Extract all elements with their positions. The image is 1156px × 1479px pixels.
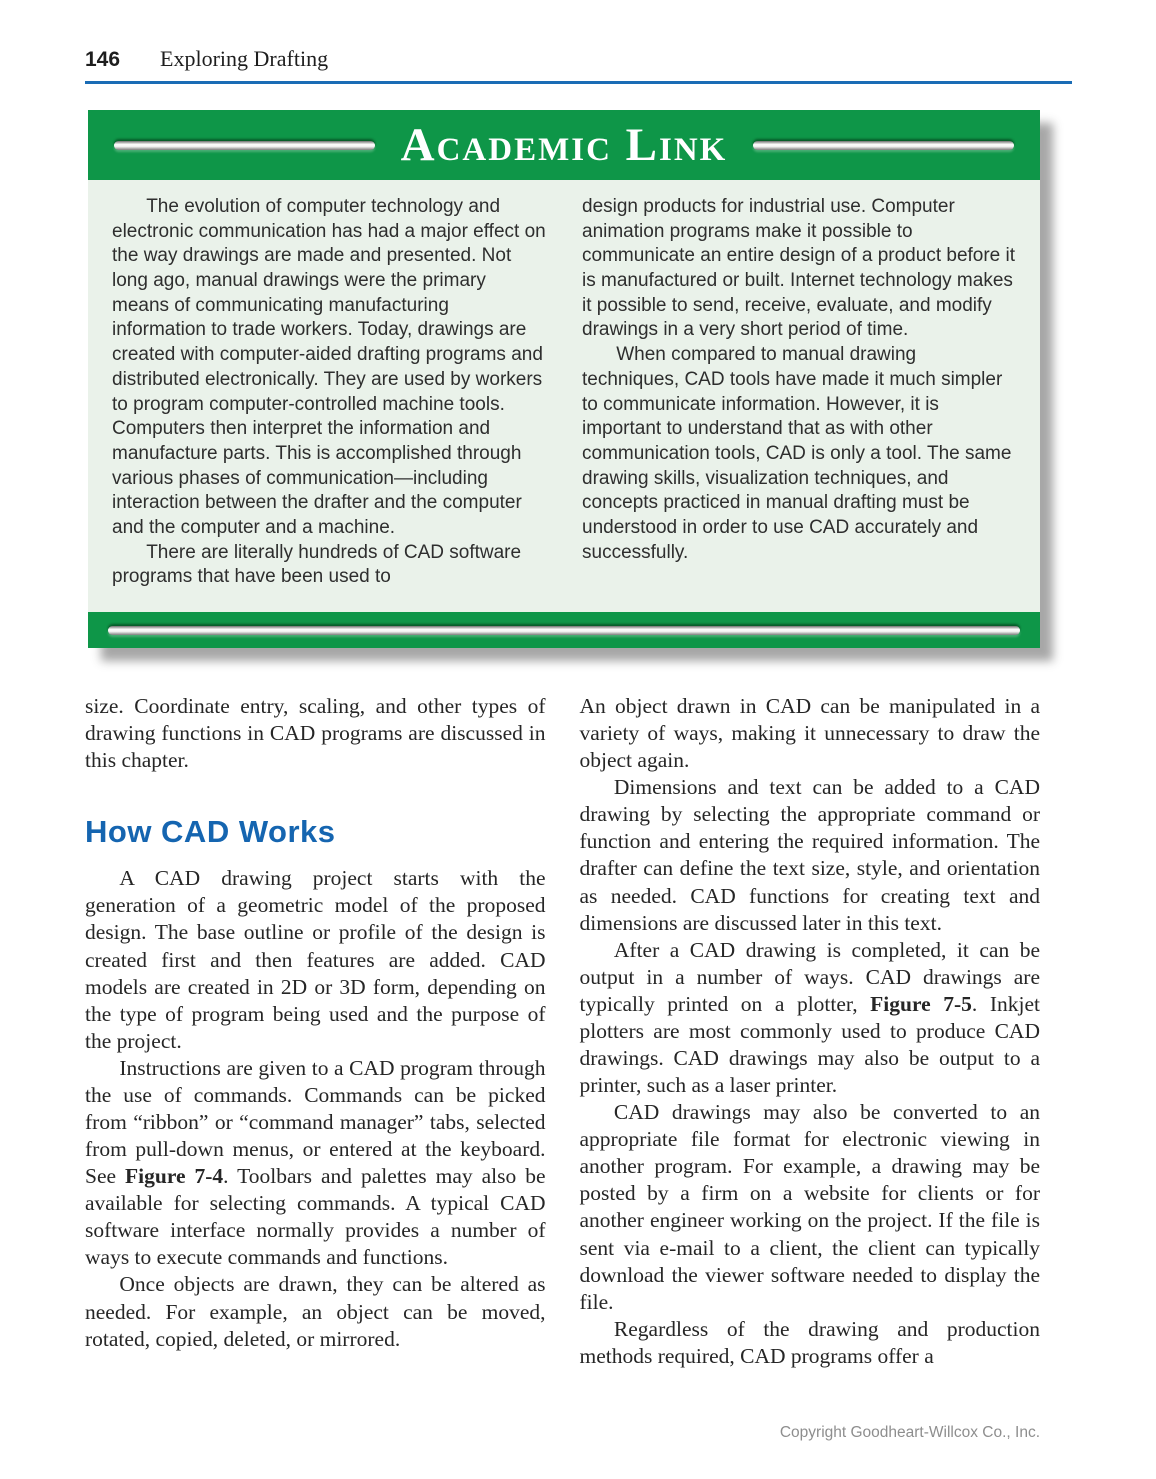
text-segment: A CAD drawing project starts with the generation of a geometric model of the proposed design. The base outline or profile of the design is created first and then features are added. CAD models are created in 2D or 3D form, depending on the type of program being used and the purpose of the project. (85, 866, 546, 1053)
text-segment: . Inkjet plotters are most commonly used to produce CAD drawings. CAD drawings may also be output to a printer, such as a laser printer. (579, 991, 1040, 1098)
academic-link-header-bar (88, 110, 1040, 180)
text-segment: design products for industrial use. Computer animation programs make it possible to communicate an entire design of a product before it is manufactured or built. Internet technology makes it possible to send, receive, evaluate, and modify drawings in a very short period of time. (582, 196, 1016, 341)
text-segment: Once objects are drawn, they can be altered as needed. For example, an object can be moved, rotated, copied, deleted, or mirrored. (85, 1272, 546, 1351)
text-segment: After a CAD drawing is completed, it can be output in a number of ways. CAD drawings are typically printed on a plotter, (579, 937, 1040, 1016)
paragraph (580, 693, 1041, 774)
paragraph (85, 865, 546, 1055)
paragraph (582, 343, 1016, 565)
text-segment: Regardless of the drawing and production methods required, CAD programs offer a (579, 1316, 1040, 1368)
paragraph (112, 541, 546, 590)
academic-link-right-column (582, 195, 1016, 602)
paragraph (580, 937, 1041, 1099)
text-segment: CAD drawings may also be converted to an appropriate file format for electronic viewing in another program. For example, a drawing may be posted by a firm on a website for clients or for another engineer working on the project. If the file is sent via e-mail to a client, the client can typically download the viewer software needed to display the file. (579, 1100, 1040, 1314)
text-segment: Dimensions and text can be added to a CAD drawing by selecting the appropriate command or function and entering the required information. The drafter can define the text size, style, and orientation as needed. CAD functions for creating text and dimensions are discussed later in this text. (579, 775, 1040, 935)
main-right-column (580, 693, 1041, 1370)
section-heading: How CAD Works (85, 814, 336, 850)
paragraph (580, 1316, 1041, 1370)
text-segment: There are literally hundreds of CAD software programs that have been used to (112, 541, 522, 588)
academic-link-left-column (112, 195, 546, 602)
text-segment: size. Coordinate entry, scaling, and other types of drawing functions in CAD programs are discussed in this chapter. (85, 694, 546, 773)
book-title: Exploring Drafting (160, 46, 329, 71)
metal-rod-bottom-decoration (108, 626, 1020, 635)
text-segment: The evolution of computer technology and electronic communication has had a major effect on the way drawings are made and presented. Not long ago, manual drawings were the primary means of communicating manufacturing information to trade workers. Today, drawings are created with computer-aided drafting programs and distributed electronically. They are used by workers to program computer-controlled machine tools. Computers then interpret the information and manufacture parts. This is accomplished through various phases of communication—including interaction between the drafter and the computer and the computer and a machine. (112, 196, 546, 538)
paragraph (580, 1099, 1041, 1316)
figure-reference: Figure 7-5 (870, 991, 972, 1016)
page-number: 146 (85, 48, 121, 71)
academic-link-body (88, 180, 1040, 612)
figure-reference: Figure 7-4 (125, 1164, 224, 1189)
metal-rod-right-decoration (753, 141, 1014, 150)
running-head (85, 46, 1072, 84)
text-segment: Instructions are given to a CAD program through the use of commands. Commands can be picked from “ribbon” or “command manager” tabs, selected from pull-down menus, or entered at the keyboard. See (85, 1055, 546, 1189)
text-segment: When compared to manual drawing techniques, CAD tools have made it much simpler to communicate information. However, it is important to understand that as with other communication tools, CAD is only a tool. The same drawing skills, visualization techniques, and concepts practiced in manual drafting must be understood in order to use CAD accurately and successfully. (582, 344, 1012, 563)
paragraph (85, 693, 546, 774)
paragraph (582, 195, 1016, 343)
text-segment: An object drawn in CAD can be manipulated in a variety of ways, making it unnecessary to draw the object again. (579, 694, 1040, 773)
text-segment: . Toolbars and palettes may also be available for selecting commands. A typical CAD software interface normally provides a number of ways to execute commands and functions. (85, 1164, 546, 1270)
copyright-notice: Copyright Goodheart-Willcox Co., Inc. (779, 1424, 1040, 1441)
paragraph (85, 1055, 546, 1272)
paragraph (112, 195, 546, 541)
main-text-columns (85, 693, 1040, 1370)
academic-link-box (88, 110, 1040, 648)
main-left-column (85, 693, 546, 1370)
paragraph (580, 774, 1041, 936)
paragraph (85, 1271, 546, 1352)
metal-rod-left-decoration (114, 141, 375, 150)
academic-link-title: Academic Link (400, 118, 728, 171)
academic-link-footer-bar (88, 612, 1040, 648)
